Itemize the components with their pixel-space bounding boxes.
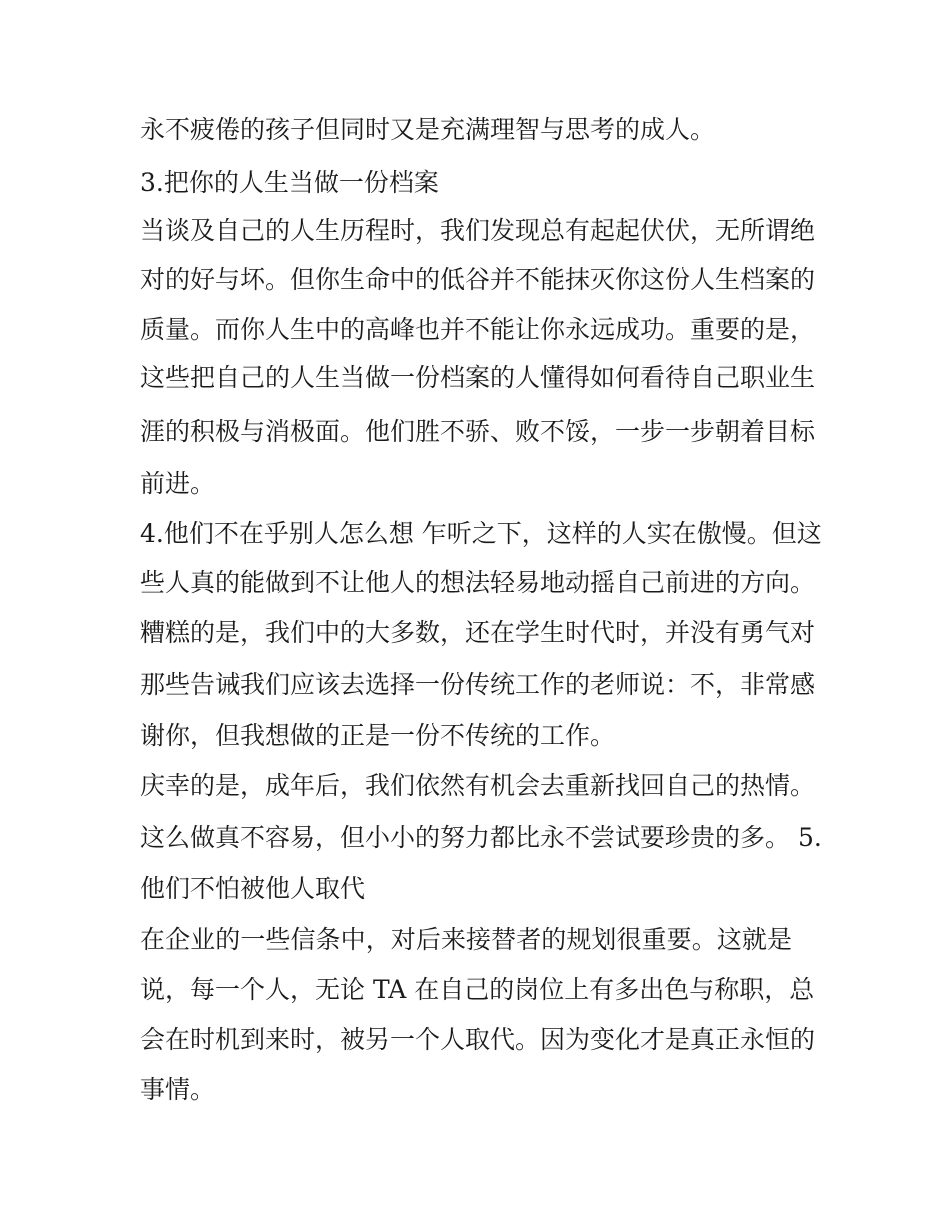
body-text-line: 事情。 [140, 1075, 216, 1104]
body-text-line: 永不疲倦的孩子但同时又是充满理智与思考的成人。 [140, 115, 716, 144]
section-heading-5: 他们不怕被他人取代 [140, 874, 366, 903]
body-text-line: 糟糕的是，我们中的大多数，还在学生时代时，并没有勇气对 [140, 618, 816, 647]
body-text-line: 前进。 [140, 469, 216, 498]
body-text-line: 这么做真不容易，但小小的努力都比永不尝试要珍贵的多。 5. [140, 823, 822, 852]
body-text-line: 当谈及自己的人生历程时，我们发现总有起起伏伏，无所谓绝 [140, 216, 816, 245]
body-text-line: 涯的积极与消极面。他们胜不骄、败不馁，一步一步朝着目标 [140, 417, 816, 446]
section-heading-4: 4.他们不在乎别人怎么想 乍听之下，这样的人实在傲慢。但这 [140, 519, 822, 548]
body-text-line: 对的好与坏。但你生命中的低谷并不能抹灭你这份人生档案的 [140, 265, 816, 294]
body-text-line: 些人真的能做到不让他人的想法轻易地动摇自己前进的方向。 [140, 568, 816, 597]
body-text-line: 会在时机到来时，被另一个人取代。因为变化才是真正永恒的 [140, 1025, 816, 1054]
body-text-line: 那些告诫我们应该去选择一份传统工作的老师说：不，非常感 [140, 670, 816, 699]
body-text-line: 在企业的一些信条中，对后来接替者的规划很重要。这就是 [140, 925, 792, 954]
section-heading-3: 3.把你的人生当做一份档案 [140, 168, 439, 197]
body-text-line: 质量。而你人生中的高峰也并不能让你永远成功。重要的是， [140, 315, 816, 344]
body-text-line: 这些把自己的人生当做一份档案的人懂得如何看待自己职业生 [140, 363, 816, 392]
body-text-line: 说，每一个人，无论 TA 在自己的岗位上有多出色与称职，总 [140, 975, 815, 1004]
body-text-line: 谢你，但我想做的正是一份不传统的工作。 [140, 721, 616, 750]
body-text-line: 庆幸的是，成年后，我们依然有机会去重新找回自己的热情。 [140, 771, 816, 800]
